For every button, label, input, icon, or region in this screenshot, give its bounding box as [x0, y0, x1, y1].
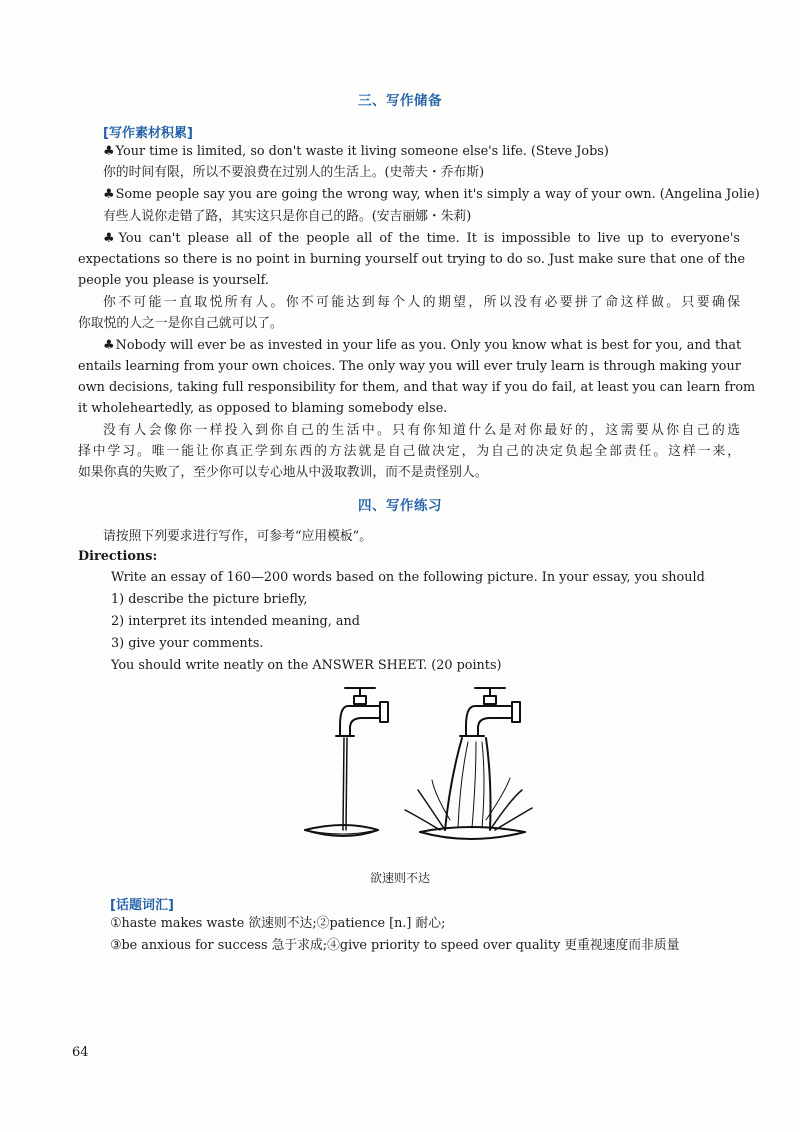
quote-3-en-line-3: people you please is yourself. [78, 273, 269, 288]
direction-line-5: You should write neatly on the ANSWER SHEET. (20 points) [111, 658, 502, 673]
quote-3-cn-line-1: 你不可能一直取悦所有人。你不可能达到每个人的期望，所以没有必要拼了命这样做。只要确保 [103, 295, 740, 310]
vocabulary-line-2: ③be anxious for success 急于求成;④give priority to speed over quality 更重视速度而非质量 [110, 938, 680, 953]
quote-4-en-line-4: it wholeheartedly, as opposed to blaming somebody else. [78, 401, 448, 416]
club-icon: ♣ [103, 144, 115, 159]
topic-vocabulary-label: [话题词汇] [110, 898, 174, 913]
quote-2-en: ♣Some people say you are going the wrong way, when it's simply a way of your own. (Angelina Jolie) [103, 187, 760, 202]
direction-line-1: Write an essay of 160—200 words based on the following picture. In your essay, you should [111, 570, 705, 585]
faucet-illustration [300, 680, 540, 865]
quote-3-en-line-1: ♣You can't please all of the people all of the time. It is impossible to live up to everyone's [103, 231, 740, 246]
writing-instruction: 请按照下列要求进行写作，可参考“应用模板”。 [103, 529, 373, 544]
page-number: 64 [72, 1045, 89, 1060]
direction-line-2: 1) describe the picture briefly, [111, 592, 308, 607]
quote-4-en-line-1: ♣Nobody will ever be as invested in your life as you. Only you know what is best for you, and that [103, 338, 742, 353]
quote-1-en: ♣Your time is limited, so don't waste it living someone else's life. (Steve Jobs) [103, 144, 609, 159]
quote-4-cn-line-2: 择中学习。唯一能让你真正学到东西的方法就是自己做决定，为自己的决定负起全部责任。这样一来， [78, 444, 740, 459]
quote-4-en-line-2: entails learning from your own choices. The only way you will ever truly learn is through making your [78, 359, 741, 374]
club-icon: ♣ [103, 231, 118, 246]
club-icon: ♣ [103, 338, 115, 353]
section-4-title: 四、写作练习 [358, 498, 442, 514]
section-3-title: 三、写作储备 [358, 93, 442, 109]
writing-material-label: [写作素材积累] [103, 126, 193, 141]
vocabulary-line-1: ①haste makes waste 欲速则不达;②patience [n.] 耐心; [110, 916, 446, 931]
directions-label: Directions: [78, 549, 158, 564]
quote-3-en-line-2: expectations so there is no point in burning yourself out trying to do so. Just make sure that one of the [78, 252, 746, 267]
quote-4-cn-line-1: 没有人会像你一样投入到你自己的生活中。只有你知道什么是对你最好的，这需要从你自己的选 [103, 423, 740, 438]
quote-2-cn: 有些人说你走错了路，其实这只是你自己的路。(安吉丽娜・朱莉) [103, 209, 472, 224]
quote-4-en-line-3: own decisions, taking full responsibility for them, and that way if you do fail, at least you can learn from [78, 380, 756, 395]
picture-caption: 欲速则不达 [369, 871, 430, 885]
quote-3-cn-line-2: 你取悦的人之一是你自己就可以了。 [78, 316, 283, 331]
direction-line-3: 2) interpret its intended meaning, and [111, 614, 360, 629]
direction-line-4: 3) give your comments. [111, 636, 264, 651]
club-icon: ♣ [103, 187, 115, 202]
quote-1-cn: 你的时间有限，所以不要浪费在过别人的生活上。(史蒂夫・乔布斯) [103, 165, 485, 180]
quote-4-cn-line-3: 如果你真的失败了，至少你可以专心地从中汲取教训，而不是责怪别人。 [78, 465, 488, 480]
